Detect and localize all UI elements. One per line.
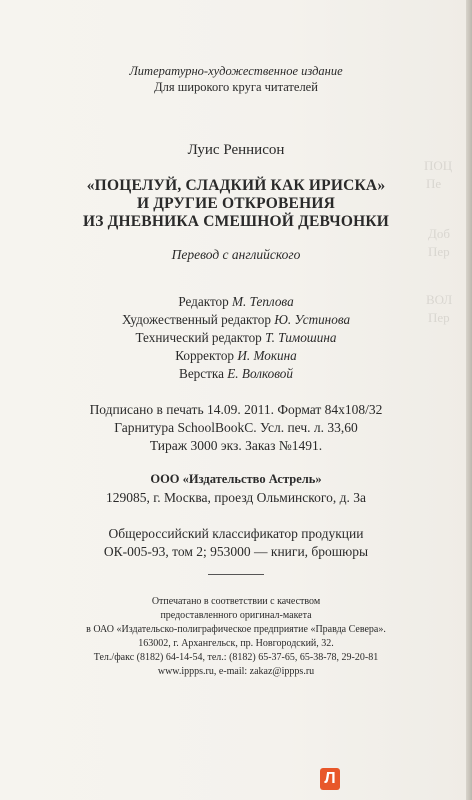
printer-line-3: в ОАО «Издательско-полиграфическое предприятие «Правда Севера».	[86, 624, 386, 635]
author-name: Луис Реннисон	[187, 142, 285, 158]
publisher-name: ООО «Издательство Астрель»	[150, 472, 322, 486]
translation-note: Перевод с английского	[171, 247, 301, 262]
show-through-ghost: Доб	[428, 226, 450, 241]
show-through-ghost: ВОЛ	[426, 292, 453, 307]
credit-role: Верстка	[179, 366, 224, 381]
printer-line-5: Тел./факс (8182) 64-14-54, тел.: (8182) 65-37-65, 65-38-78, 29-20-81	[93, 652, 379, 663]
book-title-line-1: «ПОЦЕЛУЙ, СЛАДКИЙ КАК ИРИСКА»	[86, 177, 386, 194]
credit-person: М. Теплова	[232, 294, 294, 309]
printer-line-6: www.ippps.ru, e-mail: zakaz@ippps.ru	[157, 666, 315, 677]
classifier-line-2: ОК-005-93, том 2; 953000 — книги, брошюры	[103, 544, 369, 559]
edition-type: Литературно-художественное издание	[129, 64, 343, 78]
book-title-line-2: И ДРУГИЕ ОТКРОВЕНИЯ	[136, 195, 336, 212]
credit-editor	[0, 294, 472, 310]
show-through-ghost: Пе	[426, 176, 442, 191]
publisher-address: 129085, г. Москва, проезд Ольминского, д. 3а	[106, 490, 366, 505]
divider	[208, 574, 264, 575]
credit-art-editor	[0, 312, 472, 328]
credit-person: Е. Волковой	[227, 366, 293, 381]
show-through-ghost: Пер	[428, 244, 450, 259]
credit-role: Редактор	[178, 294, 229, 309]
classifier-line-1: Общероссийский классификатор продукции	[108, 526, 364, 541]
credit-person: И. Мокина	[237, 348, 297, 363]
credit-person: Ю. Устинова	[274, 312, 351, 327]
credit-role: Художественный редактор	[121, 312, 271, 327]
printer-line-2: предоставленного оригинал-макета	[160, 610, 312, 621]
printer-line-4: 163002, г. Архангельск, пр. Новгородский, 32.	[138, 638, 334, 649]
audience-line: Для широкого круга читателей	[154, 80, 318, 94]
credit-role: Технический редактор	[135, 330, 262, 345]
book-title-line-3: ИЗ ДНЕВНИКА СМЕШНОЙ ДЕВЧОНКИ	[82, 213, 390, 230]
show-through-ghost: ПОЦ	[424, 158, 453, 173]
credit-role: Корректор	[175, 348, 235, 363]
print-details-line-2: Гарнитура SchoolBookC. Усл. печ. л. 33,60	[114, 420, 358, 435]
print-details-line-1: Подписано в печать 14.09. 2011. Формат 84х108/32	[89, 402, 383, 417]
page-edge-shadow	[466, 0, 472, 800]
print-details-line-3: Тираж 3000 экз. Заказ №1491.	[149, 438, 323, 453]
labirint-logo: Л	[320, 768, 340, 790]
printer-line-1: Отпечатано в соответствии с качеством	[151, 596, 321, 607]
show-through-ghost: Пер	[428, 310, 450, 325]
credit-proofreader	[0, 348, 472, 364]
credit-tech-editor	[0, 330, 472, 346]
credit-layout	[0, 366, 472, 382]
credit-person: Т. Тимошина	[265, 330, 337, 345]
